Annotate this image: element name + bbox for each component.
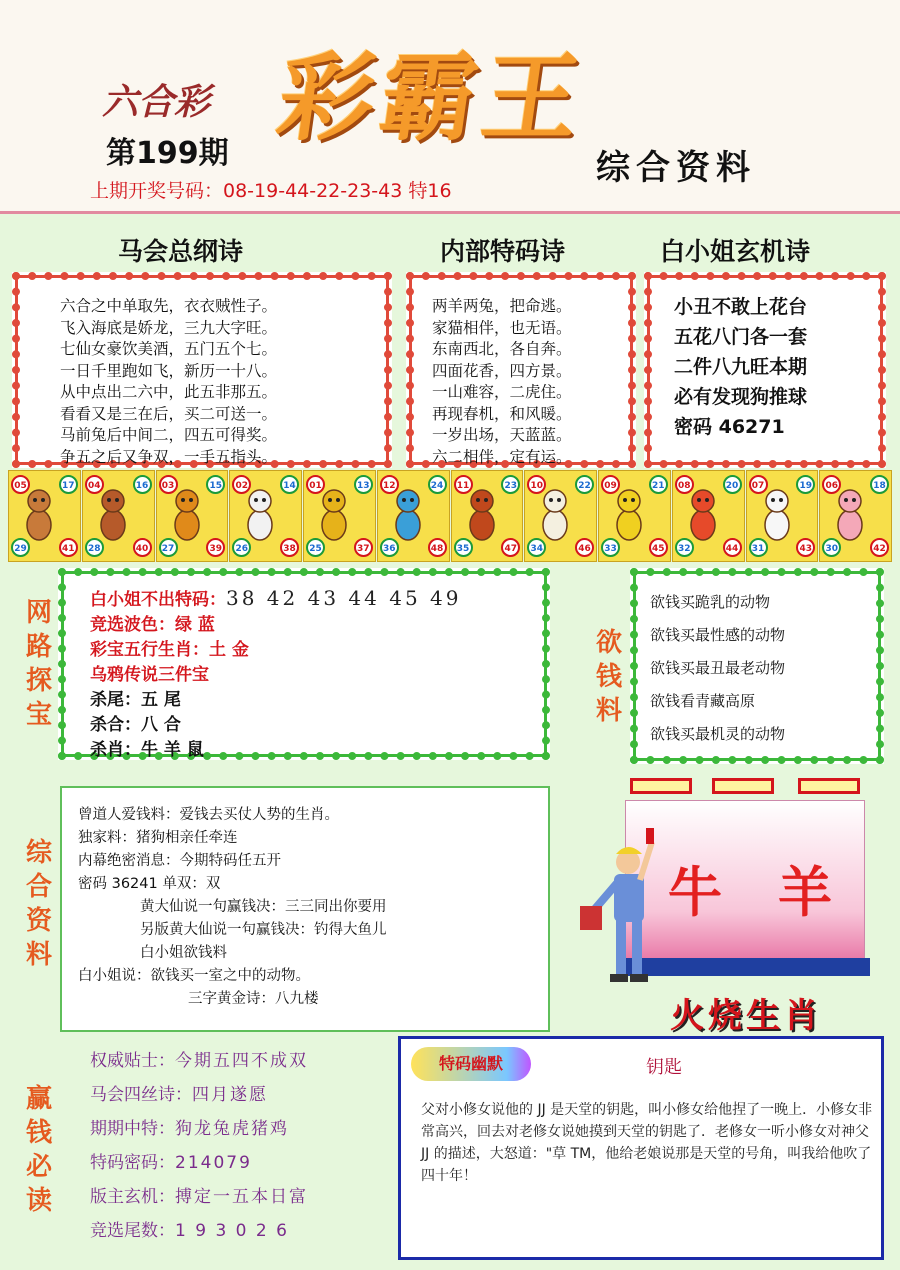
money-side-label: 欲 钱 料 bbox=[595, 628, 622, 726]
last-draw-numbers: 上期开奖号码：08-19-44-22-23-43 特16 bbox=[90, 180, 452, 202]
must-read-line bbox=[90, 1214, 308, 1248]
composite-line: 另版黄大仙说一句赢钱决：钓得大鱼儿 bbox=[140, 922, 387, 938]
poem-line: 四面花香，四方景。 bbox=[432, 361, 572, 380]
zodiac-number: 18 bbox=[870, 475, 889, 494]
zodiac-number: 45 bbox=[649, 538, 668, 557]
zodiac-number: 21 bbox=[649, 475, 668, 494]
zodiac-number: 38 bbox=[280, 538, 299, 557]
zodiac-cell bbox=[451, 470, 524, 562]
zodiac-cell bbox=[229, 470, 302, 562]
money-line: 欲钱买最性感的动物 bbox=[650, 626, 786, 644]
zodiac-number: 37 bbox=[354, 538, 373, 557]
zodiac-number: 11 bbox=[454, 475, 473, 494]
pillar-left bbox=[630, 778, 692, 794]
zodiac-number: 07 bbox=[749, 475, 768, 494]
network-line-value: 38 42 43 44 45 49 bbox=[226, 586, 462, 610]
zodiac-number: 26 bbox=[232, 538, 251, 557]
zodiac-cell bbox=[746, 470, 819, 562]
zodiac-cell bbox=[598, 470, 671, 562]
zodiac-number: 10 bbox=[527, 475, 546, 494]
composite-line: 白小姐欲钱料 bbox=[140, 945, 227, 961]
composite-line: 独家料：猪狗相亲任牵连 bbox=[78, 830, 238, 846]
pillar-right bbox=[798, 778, 860, 794]
must-read-lines bbox=[90, 1044, 308, 1248]
painted-char-goat: 羊 bbox=[778, 860, 832, 924]
zodiac-number: 30 bbox=[822, 538, 841, 557]
zodiac-number: 43 bbox=[796, 538, 815, 557]
snake-icon bbox=[392, 485, 424, 545]
dog-icon bbox=[761, 485, 793, 545]
poem-line: 六二相伴，定有运。 bbox=[432, 447, 572, 466]
must-read-line bbox=[90, 1112, 308, 1146]
painted-char-ox: 牛 bbox=[668, 860, 722, 924]
horse-icon bbox=[466, 485, 498, 545]
mid-poem-lines bbox=[432, 296, 572, 468]
network-line bbox=[90, 586, 461, 613]
composite-line: 白小姐说：欲钱买一室之中的动物。 bbox=[78, 968, 310, 984]
mid-poem-box bbox=[406, 272, 636, 468]
zodiac-number: 09 bbox=[601, 475, 620, 494]
zodiac-number: 13 bbox=[354, 475, 373, 494]
must-read-value: 今期五四不成双 bbox=[175, 1051, 308, 1071]
zodiac-number: 04 bbox=[85, 475, 104, 494]
zodiac-number: 47 bbox=[501, 538, 520, 557]
must-read-value: 1 9 3 0 2 6 bbox=[175, 1221, 289, 1241]
network-line-label: 竞选波色：绿 蓝 bbox=[90, 615, 215, 635]
must-read-label: 特码密码： bbox=[90, 1153, 175, 1173]
money-line: 欲钱看青藏高原 bbox=[650, 692, 756, 710]
subtitle: 综合资料 bbox=[596, 148, 756, 188]
rooster-icon bbox=[687, 485, 719, 545]
ox-icon bbox=[97, 485, 129, 545]
zodiac-cell bbox=[377, 470, 450, 562]
network-line-label: 杀肖：牛 羊 鼠 bbox=[90, 740, 204, 760]
dragon-icon bbox=[318, 485, 350, 545]
zodiac-number: 35 bbox=[454, 538, 473, 557]
poem-line: 密码 46271 bbox=[674, 416, 785, 438]
zodiac-cell bbox=[672, 470, 745, 562]
must-read-value: 狗龙兔虎猪鸡 bbox=[175, 1119, 289, 1139]
composite-line: 内幕绝密消息：今期特码任五开 bbox=[78, 853, 281, 869]
zodiac-number: 48 bbox=[428, 538, 447, 557]
zodiac-number: 16 bbox=[133, 475, 152, 494]
composite-line: 曾道人爱钱料：爱钱去买仗人势的生肖。 bbox=[78, 807, 339, 823]
left-poem-box bbox=[12, 272, 392, 468]
joke-title: 钥匙 bbox=[646, 1057, 682, 1078]
zodiac-number: 29 bbox=[11, 538, 30, 557]
zodiac-number: 02 bbox=[232, 475, 251, 494]
zodiac-number: 22 bbox=[575, 475, 594, 494]
painter-icon bbox=[566, 822, 658, 992]
zodiac-number: 31 bbox=[749, 538, 768, 557]
must-read-label: 竞选尾数： bbox=[90, 1221, 175, 1241]
poem-line: 一日千里跑如飞，新历一十八。 bbox=[60, 361, 278, 380]
composite-box bbox=[60, 786, 550, 1032]
network-line-label: 乌鸦传说三件宝 bbox=[90, 665, 209, 685]
joke-body: 父对小修女说他的 JJ 是天堂的钥匙，叫小修女给他捏了一晚上．小修女非常高兴，回去对老修女说她摸到天堂的钥匙了．老修女一听小修女对神父 JJ 的描述，大怒道："草 TM，他给老娘说那是天堂的号角，叫我给他吹了四十年！ bbox=[421, 1102, 873, 1184]
composite-line: 黄大仙说一句赢钱决：三三同出你要用 bbox=[140, 899, 387, 915]
zodiac-strip bbox=[8, 470, 892, 562]
network-line bbox=[90, 738, 461, 763]
right-poem-lines bbox=[674, 292, 807, 442]
network-line bbox=[90, 713, 461, 738]
fire-zodiac-caption: 火烧生肖 bbox=[670, 996, 822, 1036]
pillar-mid bbox=[712, 778, 774, 794]
zodiac-number: 24 bbox=[428, 475, 447, 494]
network-line-label: 杀尾：五 尾 bbox=[90, 690, 181, 710]
zodiac-number: 06 bbox=[822, 475, 841, 494]
left-poem-lines bbox=[60, 296, 277, 468]
network-line-label: 白小姐不出特码： bbox=[90, 590, 226, 610]
poem-line: 六合之中单取先，衣衣贼性子。 bbox=[60, 297, 278, 315]
must-read-line bbox=[90, 1044, 308, 1078]
poem-line: 二件八九旺本期 bbox=[674, 356, 808, 378]
zodiac-number: 34 bbox=[527, 538, 546, 557]
composite-side-label: 综 合 资 料 bbox=[25, 838, 52, 970]
must-read-label: 期期中特： bbox=[90, 1119, 175, 1139]
zodiac-number: 19 bbox=[796, 475, 815, 494]
goat-icon bbox=[539, 485, 571, 545]
poem-line: 再现春机，和风暖。 bbox=[432, 404, 572, 423]
zodiac-cell bbox=[303, 470, 376, 562]
must-read-label: 权威贴士： bbox=[90, 1051, 175, 1071]
tiger-icon bbox=[171, 485, 203, 545]
zodiac-number: 25 bbox=[306, 538, 325, 557]
zodiac-cell bbox=[8, 470, 81, 562]
network-lines bbox=[90, 586, 461, 763]
joke-box bbox=[398, 1036, 884, 1260]
poem-line: 看看又是三在后，买二可送一。 bbox=[60, 404, 278, 423]
zodiac-number: 41 bbox=[59, 538, 78, 557]
joke-badge: 特码幽默 bbox=[411, 1047, 531, 1081]
network-box bbox=[58, 568, 550, 760]
rat-icon bbox=[23, 485, 55, 545]
must-read-line bbox=[90, 1078, 308, 1112]
network-line bbox=[90, 688, 461, 713]
must-read-value: 214079 bbox=[175, 1153, 252, 1173]
network-line bbox=[90, 613, 461, 638]
zodiac-number: 40 bbox=[133, 538, 152, 557]
left-poem-title: 马会总纲诗 bbox=[118, 237, 244, 266]
must-read-side-label: 赢 钱 必 读 bbox=[25, 1084, 52, 1216]
composite-line: 三字黄金诗：八九楼 bbox=[188, 991, 319, 1007]
must-read-line bbox=[90, 1180, 308, 1214]
zodiac-cell bbox=[82, 470, 155, 562]
zodiac-number: 05 bbox=[11, 475, 30, 494]
network-line-label: 杀合：八 合 bbox=[90, 715, 181, 735]
zodiac-cell bbox=[819, 470, 892, 562]
poem-line: 飞入海底是娇龙，三九大字旺。 bbox=[60, 318, 278, 337]
poem-line: 一山难容，二虎住。 bbox=[432, 383, 572, 401]
network-line bbox=[90, 663, 461, 688]
poem-line: 东南西北，各自奔。 bbox=[432, 340, 572, 358]
money-box bbox=[630, 568, 884, 764]
must-read-label: 马会四丝诗： bbox=[90, 1085, 192, 1105]
must-read-line bbox=[90, 1146, 308, 1180]
zodiac-number: 32 bbox=[675, 538, 694, 557]
right-poem-title: 白小姐玄机诗 bbox=[660, 237, 811, 266]
zodiac-number: 27 bbox=[159, 538, 178, 557]
mid-poem-title: 内部特码诗 bbox=[440, 237, 566, 266]
zodiac-number: 42 bbox=[870, 538, 889, 557]
must-read-value: 四月遂愿 bbox=[192, 1085, 268, 1105]
network-side-label: 网 路 探 宝 bbox=[25, 598, 52, 730]
zodiac-number: 03 bbox=[159, 475, 178, 494]
zodiac-number: 46 bbox=[575, 538, 594, 557]
wall-stand bbox=[625, 958, 870, 976]
zodiac-number: 12 bbox=[380, 475, 399, 494]
zodiac-number: 20 bbox=[723, 475, 742, 494]
composite-lines bbox=[78, 804, 387, 1011]
money-lines bbox=[650, 586, 785, 751]
monkey-icon bbox=[613, 485, 645, 545]
composite-line: 密码 36241 单双：双 bbox=[78, 876, 221, 892]
poem-line: 小丑不敢上花台 bbox=[674, 296, 808, 318]
pig-icon bbox=[834, 485, 866, 545]
zodiac-number: 15 bbox=[206, 475, 225, 494]
header bbox=[0, 0, 900, 214]
poem-line: 一岁出场，天蓝蓝。 bbox=[432, 426, 572, 444]
poem-line: 七仙女豪饮美酒，五门五个七。 bbox=[60, 340, 278, 358]
right-poem-box bbox=[644, 272, 886, 468]
zodiac-number: 23 bbox=[501, 475, 520, 494]
rabbit-icon bbox=[244, 485, 276, 545]
poem-line: 五花八门各一套 bbox=[674, 326, 808, 348]
poem-line: 从中点出二六中，此五非那五。 bbox=[60, 383, 278, 401]
network-line bbox=[90, 638, 461, 663]
zodiac-cell bbox=[156, 470, 229, 562]
issue-number: 第199期 bbox=[106, 136, 229, 171]
logo: 彩霸王 bbox=[271, 41, 593, 154]
poem-line: 争五之后又争双，一手五指头。 bbox=[60, 447, 278, 466]
poem-line: 家猫相伴，也无语。 bbox=[432, 318, 572, 337]
zodiac-number: 36 bbox=[380, 538, 399, 557]
money-line: 欲钱买最丑最老动物 bbox=[650, 659, 786, 677]
brand-small: 六合彩 bbox=[102, 81, 211, 123]
zodiac-number: 44 bbox=[723, 538, 742, 557]
zodiac-cell bbox=[524, 470, 597, 562]
zodiac-number: 01 bbox=[306, 475, 325, 494]
zodiac-number: 33 bbox=[601, 538, 620, 557]
must-read-value: 搏定一五本日富 bbox=[175, 1187, 308, 1207]
money-line: 欲钱买最机灵的动物 bbox=[650, 725, 786, 743]
poem-line: 必有发现狗推球 bbox=[674, 386, 808, 408]
zodiac-number: 14 bbox=[280, 475, 299, 494]
zodiac-number: 08 bbox=[675, 475, 694, 494]
poem-line: 马前兔后中间二，四五可得奖。 bbox=[60, 426, 278, 444]
money-line: 欲钱买跪乳的动物 bbox=[650, 593, 771, 611]
must-read-label: 版主玄机： bbox=[90, 1187, 175, 1207]
poem-line: 两羊两兔，把命逃。 bbox=[432, 297, 572, 315]
zodiac-number: 28 bbox=[85, 538, 104, 557]
zodiac-number: 39 bbox=[206, 538, 225, 557]
zodiac-number: 17 bbox=[59, 475, 78, 494]
network-line-label: 彩宝五行生肖：土 金 bbox=[90, 640, 249, 660]
